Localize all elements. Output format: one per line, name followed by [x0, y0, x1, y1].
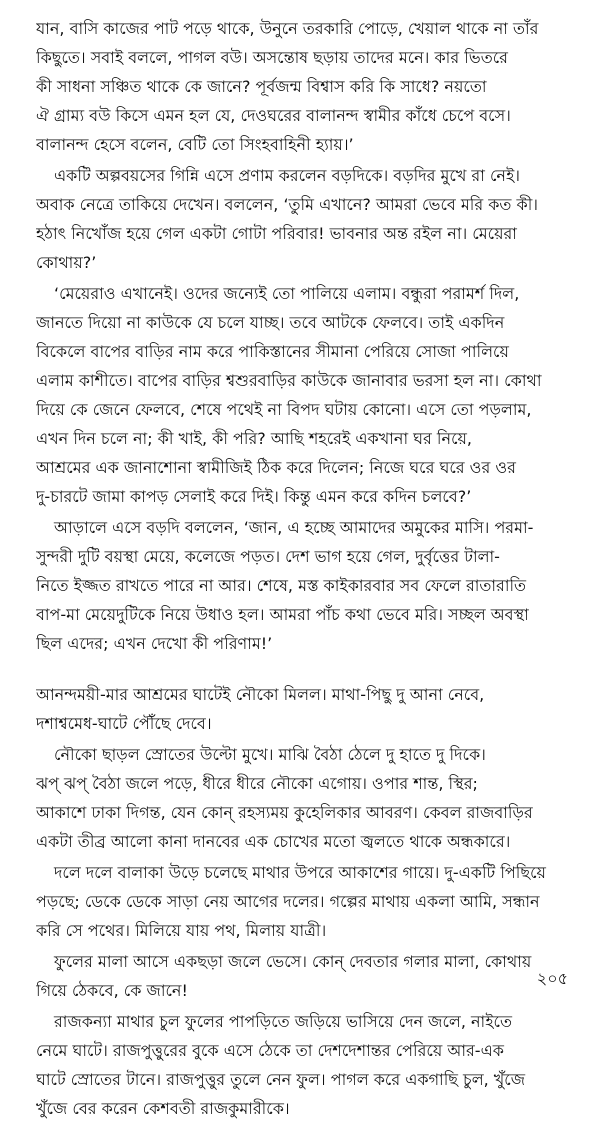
paragraph [36, 680, 572, 738]
text-line: আনন্দময়ী-মার আশ্রমের ঘাটেই নৌকো মিলল। মাথা-পিছু দু আনা নেবে, [36, 685, 485, 704]
paragraph [36, 14, 572, 159]
text-line: ফুলের মালা আসে একছড়া জলে ভেসে। কোন্ দেবতার গলার মালা, কোথায় [54, 952, 532, 971]
text-line: দশাশ্বমেধ-ঘাটে পৌঁছে দেবে। [36, 714, 212, 733]
text-line: এলাম কাশীতে। বাপের বাড়ির শ্বশুরবাড়ির কাউকে জানাবার ভরসা হল না। কোথা [36, 371, 542, 390]
text-line: রাজকন্যা মাথার চুল ফুলের পাপড়িতে জড়িয়ে ভাসিয়ে দেন জলে, নাইতে [54, 1012, 512, 1031]
text-line: ঝপ্ ঝপ্ বৈঠা জলে পড়ে, ধীরে ধীরে নৌকো এগোয়। ওপার শান্ত, স্থির; [36, 774, 478, 793]
text-line: ‘মেয়েরাও এখানেই। ওদের জন্যেই তো পালিয়ে এলাম। বন্ধুরা পরামর্শ দিল, [54, 284, 520, 303]
text-line: এখন দিন চলে না; কী খাই, কী পরি? আছি শহরেই একখানা ঘর নিয়ে, [36, 429, 473, 448]
text-line: হঠাৎ নিখোঁজ হয়ে গেল একটা গোটা পরিবার! ভাবনার অন্ত রইল না। মেয়েরা [36, 224, 517, 243]
text-line: কোথায়?’ [36, 253, 97, 272]
text-line: ছিল এদের; এখন দেখো কী পরিণাম!’ [36, 634, 273, 653]
text-line: জানতে দিয়ো না কাউকে যে চলে যাচ্ছ। তবে আটকে ফেলবে। তাই একদিন [36, 313, 505, 332]
paragraph [36, 858, 572, 945]
text-line: আকাশে ঢাকা দিগন্ত, যেন কোন্ রহস্যময় কুহেলিকার আবরণ। কেবল রাজবাড়ির [36, 803, 533, 822]
text-line: বালানন্দ হেসে বলেন, বেটি তো সিংহবাহিনী হ্যায়।’ [36, 135, 354, 154]
text-line: কী সাধনা সঞ্চিত থাকে কে জানে? পূর্বজন্ম বিশ্বাস করি কি সাধে? নয়তো [36, 77, 487, 96]
text-line: দিয়ে কে জেনে ফেলবে, শেষে পথেই না বিপদ ঘটায় কোনো। এসে তো পড়লাম, [36, 400, 532, 419]
paragraph [36, 161, 572, 277]
text-line: একটি অল্পবয়সের গিন্নি এসে প্রণাম করলেন বড়দিকে। বড়দির মুখে রা নেই। [54, 166, 521, 185]
text-line: করি সে পথের। মিলিয়ে যায় পথ, মিলায় যাত্রী। [36, 921, 327, 940]
text-line: কিছুতে। সবাই বললে, পাগল বউ। অসন্তোষ ছড়ায় তাদের মনে। কার ভিতরে [36, 48, 508, 67]
text-line: খুঁজে বের করেন কেশবতী রাজকুমারীকে। [36, 1099, 290, 1118]
page-number: ২০৫ [536, 969, 568, 988]
text-line: আড়ালে এসে বড়দি বললেন, ‘জান, এ হচ্ছে আমাদের অমুকের মাসি। পরমা- [54, 518, 534, 537]
text-line: ঘাটে স্রোতের টানে। রাজপুত্তুর তুলে নেন ফুল। পাগল করে একগাছি চুল, খুঁজে [36, 1070, 526, 1089]
text-line: নিতে ইজ্জত রাখতে পারে না আর। শেষে, মস্ত কাইকারবার সব ফেলে রাতারাতি [36, 576, 527, 595]
text-line: ঐ গ্রাম্য বউ কিসে এমন হল যে, দেওঘরের বালানন্দ স্বামীর কাঁধে চেপে বসে। [36, 106, 511, 125]
text-line: দু-চারটে জামা কাপড় সেলাই করে দিই। কিন্তু এমন করে কদিন চলবে?’ [36, 487, 472, 506]
paragraph [36, 1007, 572, 1123]
text-line: বাপ-মা মেয়েদুটিকে নিয়ে উধাও হল। আমরা পাঁচ কথা ভেবে মরি। সচ্ছল অবস্থা [36, 605, 529, 624]
text-line: দলে দলে বালাকা উড়ে চলেছে মাথার উপরে আকাশের গায়ে। দু-একটি পিছিয়ে [54, 863, 546, 882]
text-line: পড়ছে; ডেকে ডেকে সাড়া নেয় আগের দলের। গল্পের মাথায় একলা আমি, সন্ধান [36, 892, 540, 911]
text-line: বিকেলে বাপের বাড়ির নাম করে পাকিস্তানের সীমানা পেরিয়ে সোজা পালিয়ে [36, 342, 509, 361]
text-line: একটা তীব্র আলো কানা দানবের এক চোখের মতো জ্বলতে থাকে অন্ধকারে। [36, 832, 511, 851]
paragraph [36, 279, 572, 511]
text-line: অবাক নেত্রে তাকিয়ে দেখেন। বললেন, ‘তুমি এখানে? আমরা ভেবে মরি কত কী। [36, 195, 538, 214]
paragraph [36, 947, 572, 1005]
text-line: নেমে ঘাটে। রাজপুত্তুরের বুকে এসে ঠেকে তা দেশদেশান্তর পেরিয়ে আর-এক [36, 1041, 504, 1060]
page-body [36, 14, 572, 1123]
section-break [36, 658, 572, 680]
paragraph [36, 513, 572, 658]
text-line: আশ্রমের এক জানাশোনা স্বামীজিই ঠিক করে দিলেন; নিজে ঘরে ঘরে ওর ওর [36, 458, 516, 477]
text-line: সুন্দরী দুটি বয়স্থা মেয়ে, কলেজে পড়ত। দেশ ভাগ হয়ে গেল, দুর্বৃত্তের টালা- [36, 547, 500, 566]
text-line: গিয়ে ঠেকবে, কে জানে! [36, 981, 188, 1000]
text-line: নৌকো ছাড়ল স্রোতের উল্টো মুখে। মাঝি বৈঠা ঠেলে দু হাতে দু দিকে। [54, 745, 486, 764]
paragraph [36, 740, 572, 856]
text-line: যান, বাসি কাজের পাট পড়ে থাকে, উনুনে তরকারি পোড়ে, খেয়াল থাকে না তাঁর [36, 19, 539, 38]
